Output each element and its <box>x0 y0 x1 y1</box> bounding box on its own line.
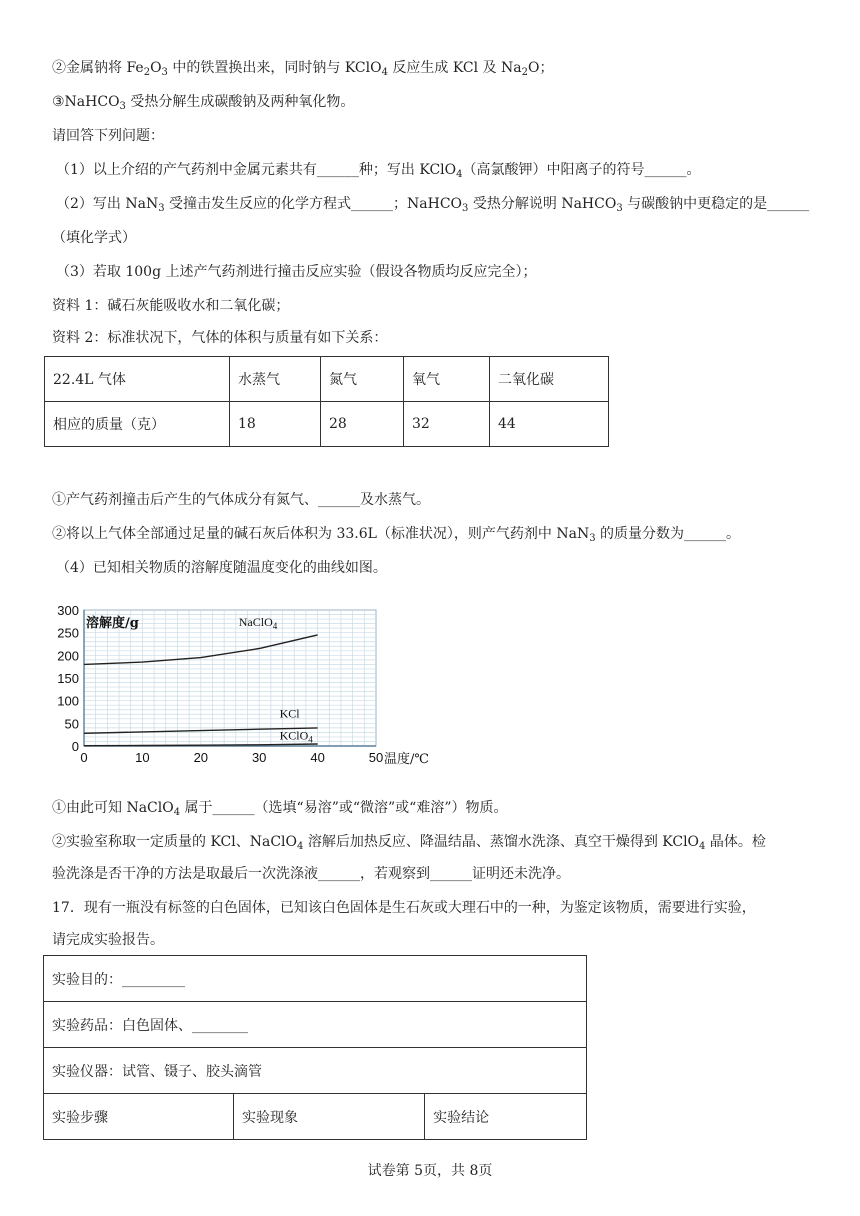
series-label-NaClO4: NaClO$_4$ <box>238 614 278 631</box>
x-tick-label: 0 <box>80 750 88 765</box>
question-2: （2）写出 NaN$_3$ 受撞击发生反应的化学方程式______；NaHCO$_3$ 受热分解说明 NaHCO$_3$ 与碳酸钠中更稳定的是______ <box>56 196 810 214</box>
page-footer: 试卷第 5页，共 8页 <box>367 1163 493 1179</box>
header-phenomenon: 实验现象 <box>234 1094 425 1140</box>
question-1: （1）以上介绍的产气药剂中金属元素共有______种；写出 KClO$_4$（高氯酸钾）中阳离子的符号______。 <box>56 162 701 180</box>
x-tick-label: 40 <box>310 750 325 765</box>
line-sodium-iron: ②金属钠将 $Fe_2O_3$ 中的铁置换出来，同时钠与 KClO$_4$ 反应生成 KCl 及 $Na_2O$； <box>52 60 554 78</box>
series-label-KCl: KCl <box>279 706 300 721</box>
y-tick-label: 0 <box>71 739 79 754</box>
line-answer-prompt: 请回答下列问题： <box>52 128 164 144</box>
experiment-report-table <box>43 955 587 1140</box>
question-17-cont: 请完成实验报告。 <box>52 932 164 948</box>
instruments-cell: 实验仪器：试管、镊子、胶头滴管 <box>44 1048 587 1094</box>
sub-question-3-2: ②将以上气体全部通过足量的碱石灰后体积为 33.6L（标准状况），则产气药剂中 NaN$_3$ 的质量分数为______。 <box>52 526 741 544</box>
y-tick-label: 300 <box>57 603 79 618</box>
table-cell: 28 <box>321 402 404 447</box>
question-3: （3）若取 100g 上述产气药剂进行撞击反应实验（假设各物质均反应完全）； <box>56 264 537 280</box>
table-row <box>44 1094 587 1140</box>
table-cell: 32 <box>404 402 490 447</box>
sub-question-4-1: ①由此可知 NaClO$_4$ 属于______（选填“易溶”或“微溶”或“难溶”）物质。 <box>52 800 508 818</box>
table-row <box>45 357 609 402</box>
series-label-KClO4: KClO$_4$ <box>279 728 313 745</box>
table-cell: 水蒸气 <box>230 357 321 402</box>
table-cell: 二氧化碳 <box>490 357 609 402</box>
table-cell: 相应的质量（克） <box>45 402 230 447</box>
reagents-cell: 实验药品：白色固体、________ <box>44 1002 587 1048</box>
purpose-cell: 实验目的：_________ <box>44 956 587 1002</box>
line-nahco3: ③NaHCO$_3$ 受热分解生成碳酸钠及两种氧化物。 <box>52 94 355 112</box>
sub-question-4-2-cont: 验洗涤是否干净的方法是取最后一次洗涤液______，若观察到______证明还未洗净。 <box>52 866 570 882</box>
x-tick-label: 10 <box>135 750 150 765</box>
y-tick-label: 100 <box>57 693 79 709</box>
header-conclusion: 实验结论 <box>425 1094 587 1140</box>
table-row <box>45 402 609 447</box>
x-tick-label: 20 <box>193 750 209 765</box>
x-tick-label: 30 <box>251 750 267 765</box>
sub-question-4-2: ②实验室称取一定质量的 KCl、NaClO$_4$ 溶解后加热反应、降温结晶、蒸馏水洗涤、真空干燥得到 KClO$_4$ 晶体。检 <box>52 834 766 852</box>
table-row <box>44 1048 587 1094</box>
material-2: 资料 2：标准状况下，气体的体积与质量有如下关系： <box>52 330 388 346</box>
table-cell: 18 <box>230 402 321 447</box>
chart-xlabel: 温度/℃ <box>384 752 429 767</box>
table-cell: 22.4L 气体 <box>45 357 230 402</box>
y-tick-label: 150 <box>57 671 79 686</box>
y-tick-label: 50 <box>64 716 79 732</box>
x-tick-label: 50 <box>368 750 384 765</box>
table-cell: 氮气 <box>321 357 404 402</box>
material-1: 资料 1：碱石灰能吸收水和二氧化碳； <box>52 298 290 314</box>
y-tick-label: 200 <box>57 648 79 664</box>
table-cell: 44 <box>490 402 609 447</box>
solubility-chart <box>56 600 456 770</box>
question-2-note: （填化学式） <box>52 230 136 246</box>
table-row <box>44 1002 587 1048</box>
question-4: （4）已知相关物质的溶解度随温度变化的曲线如图。 <box>56 560 387 576</box>
question-17: 17．现有一瓶没有标签的白色固体，已知该白色固体是生石灰或大理石中的一种，为鉴定该物质，需要进行实验， <box>52 900 756 916</box>
table-row <box>44 956 587 1002</box>
sub-question-3-1: ①产气药剂撞击后产生的气体成分有氮气、______及水蒸气。 <box>52 492 430 508</box>
chart-ylabel: 溶解度/g <box>86 616 139 631</box>
gas-mass-table <box>44 356 609 447</box>
y-tick-label: 250 <box>57 625 79 641</box>
header-step: 实验步骤 <box>44 1094 234 1140</box>
table-cell: 氧气 <box>404 357 490 402</box>
